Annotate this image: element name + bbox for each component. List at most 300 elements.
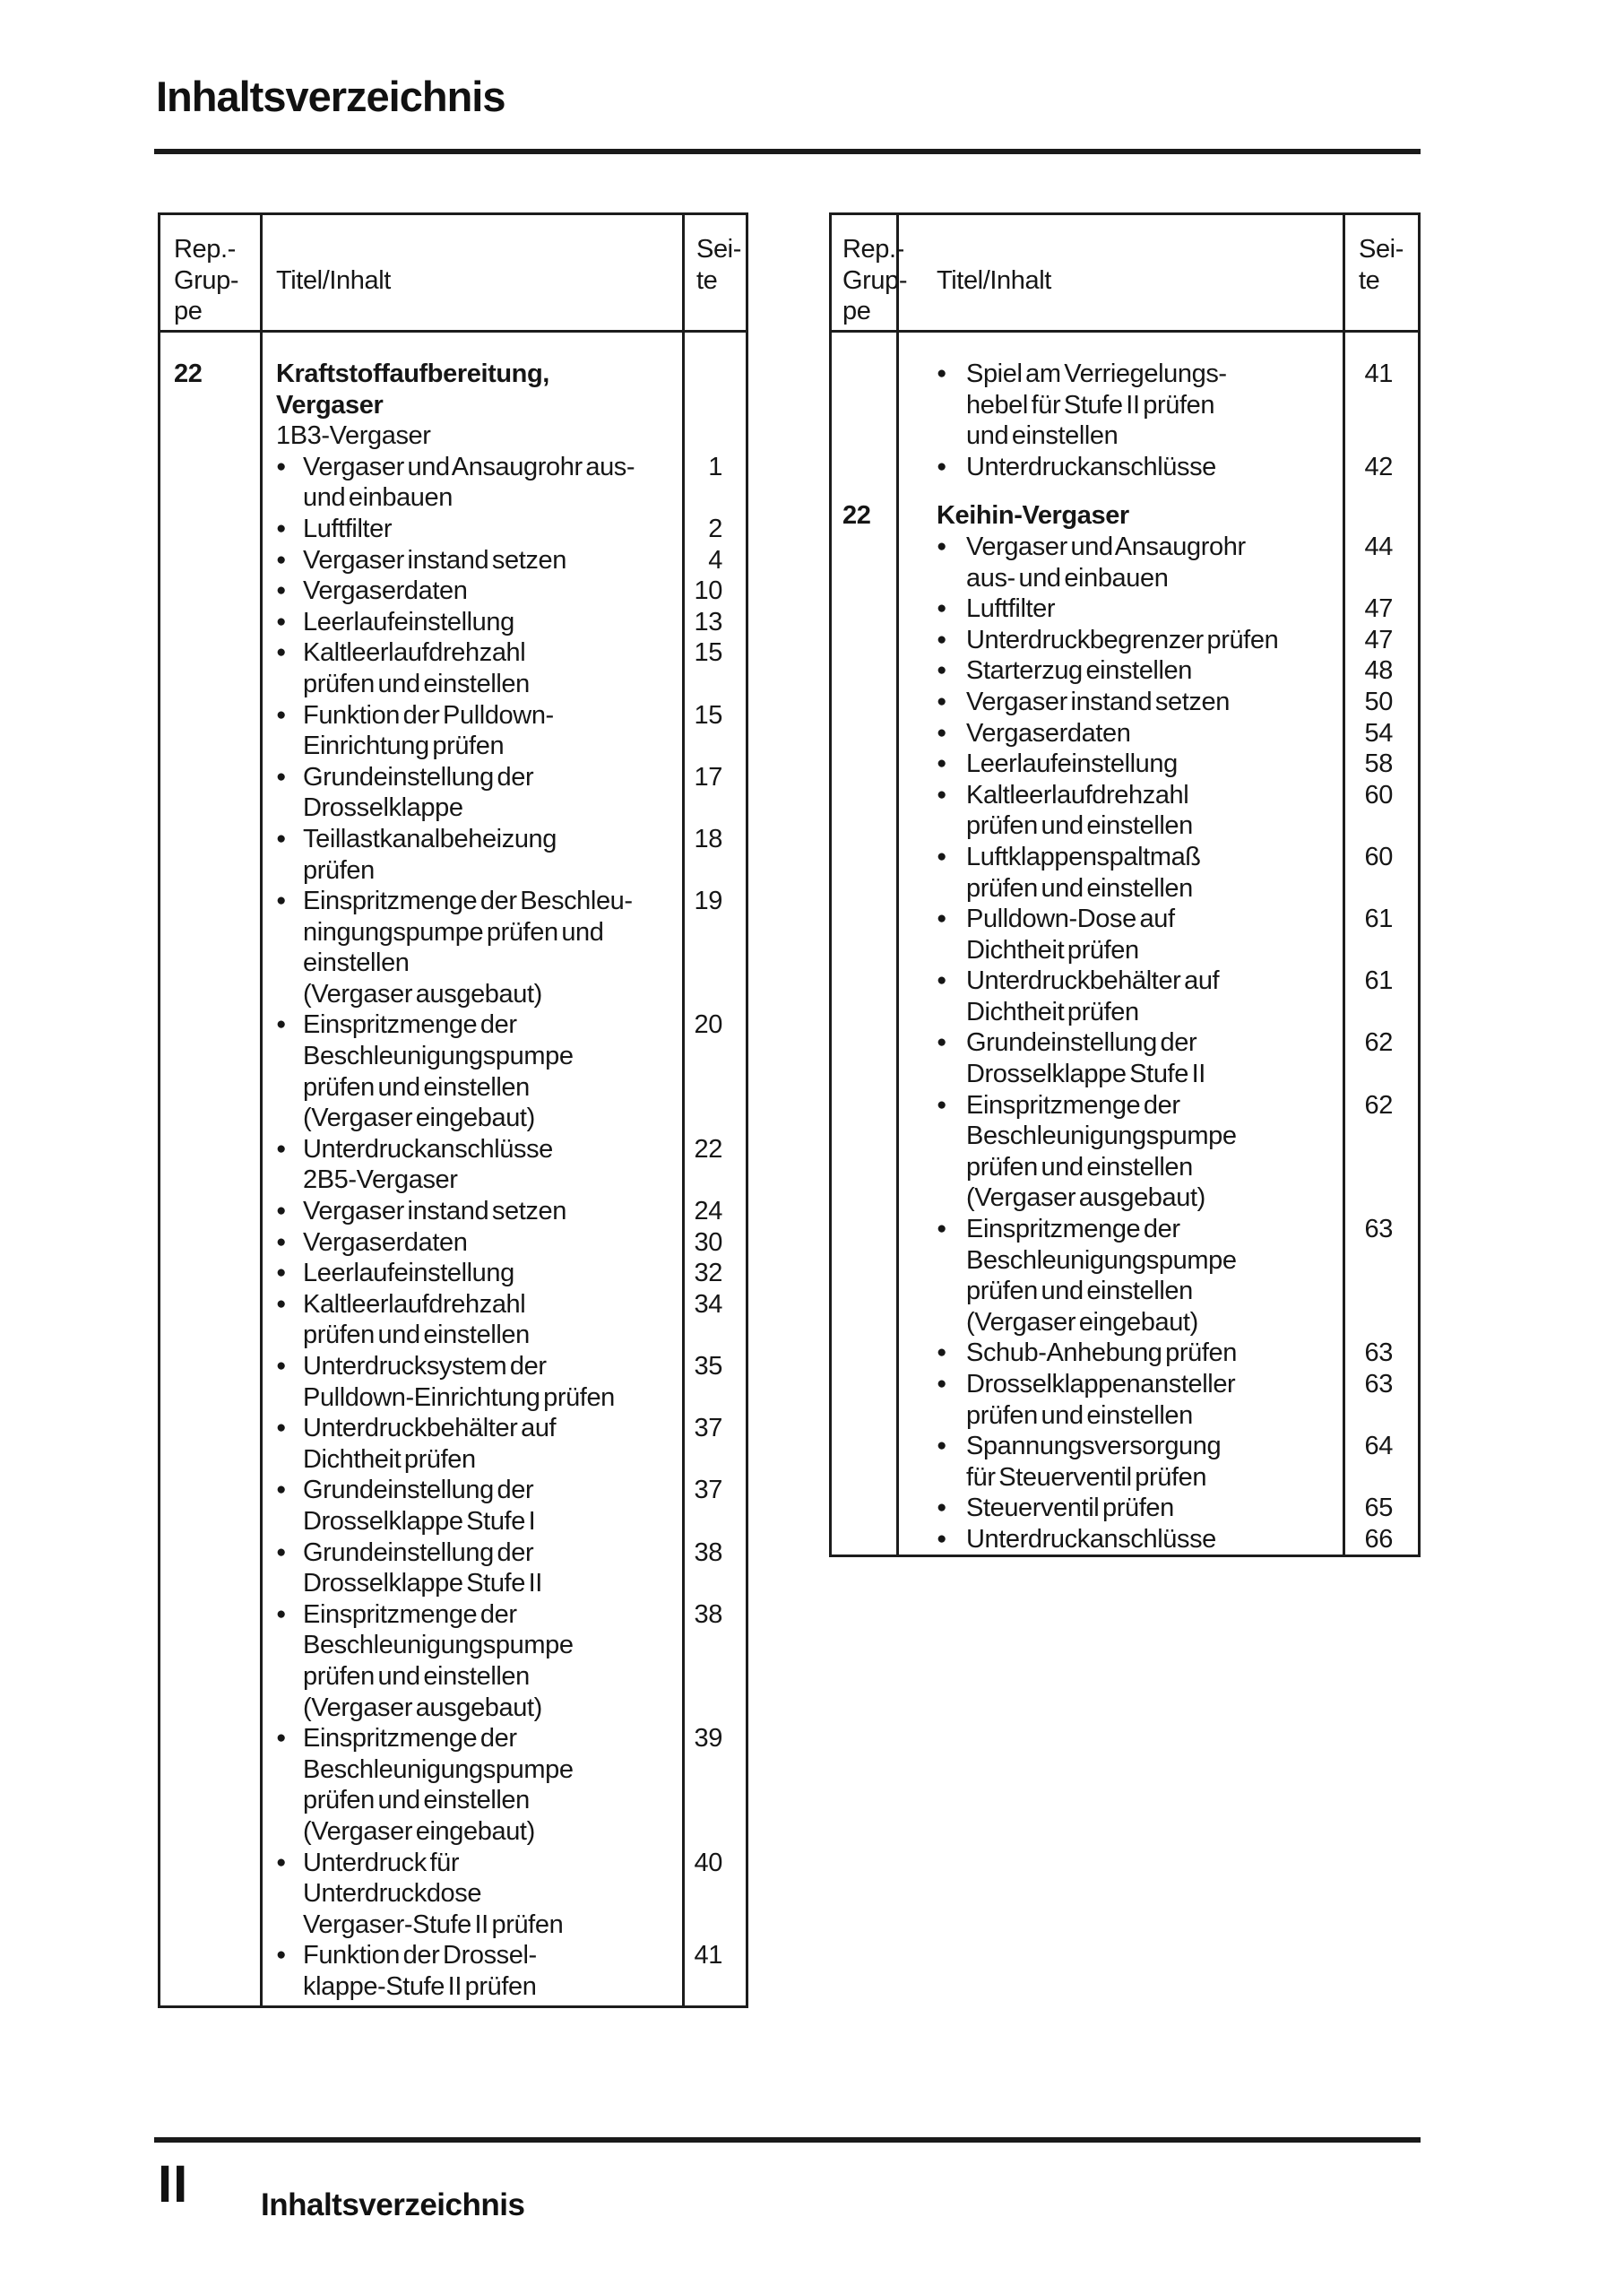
toc-row xyxy=(832,593,1418,625)
header-titel-inhalt: Titel/Inhalt xyxy=(937,265,1051,295)
toc-item-lines xyxy=(966,452,1343,483)
toc-line: Dichtheit prüfen xyxy=(966,997,1139,1026)
toc-item xyxy=(899,532,1343,593)
toc-item-lines xyxy=(966,1214,1343,1338)
table-content xyxy=(160,359,746,2002)
toc-row xyxy=(832,625,1418,656)
bullet-icon: ● xyxy=(937,661,947,680)
toc-line: Unterdruckanschlüsse xyxy=(966,1524,1216,1554)
bullet-icon: ● xyxy=(276,611,287,631)
toc-line: 1B3-Vergaser xyxy=(276,421,431,451)
toc-item-lines xyxy=(276,359,682,420)
toc-item xyxy=(899,359,1343,452)
toc-line: für Steuerventil prüfen xyxy=(966,1462,1207,1492)
toc-line: klappe-Stufe II prüfen xyxy=(303,1971,537,2001)
toc-item xyxy=(263,1134,682,1165)
page-number-cell: 63 xyxy=(1364,1215,1393,1244)
page-number-cell: 39 xyxy=(694,1724,722,1754)
toc-row xyxy=(832,687,1418,718)
page-number-cell: 18 xyxy=(694,824,722,853)
table-header xyxy=(832,215,1418,327)
toc-item xyxy=(263,1537,682,1599)
toc-line: Vergaser und Ansaugrohr xyxy=(966,532,1246,561)
bullet-icon: ● xyxy=(276,643,287,663)
page-number-cell: 41 xyxy=(1364,359,1393,388)
toc-row xyxy=(832,359,1418,452)
bullet-icon: ● xyxy=(276,518,287,538)
page-title: Inhaltsverzeichnis xyxy=(156,73,505,120)
toc-line: Funktion der Drossel- xyxy=(303,1941,537,1970)
toc-row xyxy=(160,1134,746,1165)
toc-item xyxy=(263,1227,682,1259)
toc-row xyxy=(832,842,1418,904)
toc-row xyxy=(160,1475,746,1537)
page-number-cell: 20 xyxy=(694,1010,722,1040)
toc-line: prüfen und einstellen xyxy=(966,811,1193,841)
toc-row xyxy=(160,359,746,420)
toc-line: Unterdruckdose xyxy=(303,1879,482,1909)
toc-line: Beschleunigungspumpe xyxy=(303,1042,574,1071)
toc-line: 2B5-Vergaser xyxy=(303,1165,458,1195)
toc-line: Kaltleerlaufdrehzahl xyxy=(303,1289,526,1319)
toc-item-lines xyxy=(966,1090,1343,1214)
page-number-cell: 1 xyxy=(708,452,722,481)
toc-row xyxy=(832,500,1418,532)
bullet-icon: ● xyxy=(937,846,947,866)
toc-row xyxy=(160,452,746,514)
bullet-icon: ● xyxy=(276,891,287,911)
bullet-icon: ● xyxy=(276,1418,287,1438)
header-titel-inhalt: Titel/Inhalt xyxy=(276,265,391,295)
toc-item xyxy=(263,1196,682,1227)
toc-item xyxy=(899,1027,1343,1089)
toc-row xyxy=(160,824,746,886)
page-number-cell: 15 xyxy=(694,700,722,730)
toc-item xyxy=(263,1258,682,1289)
toc-row xyxy=(832,1027,1418,1089)
toc-row xyxy=(160,1351,746,1413)
toc-item-lines xyxy=(303,545,682,576)
toc-row xyxy=(160,1940,746,2002)
table-header xyxy=(160,215,746,327)
toc-item-lines xyxy=(303,762,682,824)
toc-item-lines xyxy=(966,1524,1343,1555)
toc-row xyxy=(160,420,746,452)
toc-item-lines xyxy=(303,1351,682,1413)
bullet-icon: ● xyxy=(937,1498,947,1518)
page-number-cell: 42 xyxy=(1364,452,1393,481)
toc-item xyxy=(899,842,1343,904)
toc-line: Leerlaufeinstellung xyxy=(966,749,1178,779)
toc-line: Vergaser instand setzen xyxy=(303,1197,566,1226)
section-heading xyxy=(263,1165,682,1196)
toc-item xyxy=(899,966,1343,1027)
toc-item xyxy=(263,1289,682,1351)
toc-row xyxy=(832,1431,1418,1493)
toc-item xyxy=(899,1090,1343,1214)
toc-line: (Vergaser eingebaut) xyxy=(966,1307,1198,1337)
toc-line: Einspritzmenge der xyxy=(303,1599,517,1629)
toc-line: Unterdruckbegrenzer prüfen xyxy=(966,625,1279,654)
bullet-icon: ● xyxy=(276,766,287,786)
toc-line: Beschleunigungspumpe xyxy=(966,1122,1237,1151)
toc-line: Spannungsversorgung xyxy=(966,1432,1222,1461)
toc-row xyxy=(832,1338,1418,1369)
toc-line: Beschleunigungspumpe xyxy=(966,1245,1237,1275)
bullet-icon: ● xyxy=(937,1095,947,1114)
toc-item xyxy=(263,514,682,545)
toc-item-lines xyxy=(303,1599,682,1723)
bullet-icon: ● xyxy=(276,1604,287,1624)
toc-item-lines xyxy=(966,904,1343,966)
toc-row xyxy=(832,1090,1418,1214)
page-number-cell: 24 xyxy=(694,1197,722,1226)
header-seite xyxy=(1343,234,1418,296)
toc-row xyxy=(160,1537,746,1599)
toc-item-lines xyxy=(303,1413,682,1475)
toc-line: hebel für Stufe II prüfen xyxy=(966,390,1215,420)
page-number-cell: 48 xyxy=(1364,656,1393,686)
toc-item xyxy=(899,1338,1343,1369)
page-number-cell: 17 xyxy=(694,762,722,792)
header-line: pe xyxy=(174,297,203,326)
toc-line: Vergaser und Ansaugrohr aus- xyxy=(303,452,635,481)
bullet-icon: ● xyxy=(276,1015,287,1035)
bullet-icon: ● xyxy=(276,1201,287,1221)
toc-item xyxy=(263,1599,682,1723)
toc-line: Dichtheit prüfen xyxy=(303,1444,476,1474)
toc-line: Drosselklappe Stufe II xyxy=(303,1569,542,1598)
toc-row xyxy=(160,607,746,638)
header-line: Sei- xyxy=(1359,235,1404,264)
toc-item xyxy=(899,655,1343,687)
toc-item-lines xyxy=(303,514,682,545)
toc-line: Dichtheit prüfen xyxy=(966,935,1139,965)
page-number-cell: 63 xyxy=(1364,1370,1393,1399)
page-number-cell: 41 xyxy=(694,1941,722,1970)
toc-item xyxy=(263,1413,682,1475)
toc-line: ningungspumpe prüfen und xyxy=(303,917,604,947)
toc-line: Spiel am Verriegelungs- xyxy=(966,359,1227,388)
toc-row xyxy=(160,576,746,607)
toc-line: Grundeinstellung der xyxy=(303,1476,534,1505)
toc-row xyxy=(160,700,746,762)
toc-item xyxy=(899,780,1343,842)
toc-line: (Vergaser ausgebaut) xyxy=(966,1183,1205,1213)
page-number-cell: 61 xyxy=(1364,966,1393,996)
toc-row xyxy=(160,637,746,699)
toc-item xyxy=(899,718,1343,749)
toc-line: Kaltleerlaufdrehzahl xyxy=(303,638,526,668)
bullet-icon: ● xyxy=(276,1294,287,1313)
bullet-icon: ● xyxy=(276,550,287,569)
toc-row xyxy=(160,1413,746,1475)
toc-line: Einrichtung prüfen xyxy=(303,732,505,761)
toc-line: (Vergaser ausgebaut) xyxy=(303,979,542,1009)
page-number-cell: 38 xyxy=(694,1537,722,1567)
page-number-cell: 22 xyxy=(694,1134,722,1164)
toc-line: prüfen und einstellen xyxy=(966,873,1193,903)
bullet-icon: ● xyxy=(937,364,947,383)
toc-line: Beschleunigungspumpe xyxy=(303,1754,574,1784)
page-number-cell: 19 xyxy=(694,887,722,916)
toc-item-lines xyxy=(276,420,682,452)
page-number-cell: 30 xyxy=(694,1227,722,1257)
toc-item xyxy=(899,904,1343,966)
toc-item xyxy=(263,700,682,762)
toc-line: prüfen und einstellen xyxy=(303,669,530,698)
bullet-icon: ● xyxy=(937,754,947,774)
page-number-cell: 13 xyxy=(694,607,722,637)
toc-item-lines xyxy=(303,1475,682,1537)
toc-item-lines xyxy=(303,1723,682,1847)
toc-line: Grundeinstellung der xyxy=(303,1537,534,1567)
page-number-cell: 37 xyxy=(694,1414,722,1443)
bullet-icon: ● xyxy=(937,1343,947,1363)
bullet-icon: ● xyxy=(276,1480,287,1500)
toc-item-lines xyxy=(966,966,1343,1027)
toc-item xyxy=(263,1009,682,1133)
toc-line: Drosselklappe xyxy=(303,793,463,823)
page-number-cell: 60 xyxy=(1364,842,1393,871)
toc-row xyxy=(832,1524,1418,1555)
toc-row xyxy=(160,514,746,545)
toc-line: (Vergaser eingebaut) xyxy=(303,1816,535,1846)
toc-item-lines xyxy=(303,1940,682,2002)
toc-item-lines xyxy=(303,1134,682,1165)
bullet-icon: ● xyxy=(937,909,947,929)
bullet-icon: ● xyxy=(276,1945,287,1965)
footer-page-number: II xyxy=(158,2155,189,2213)
toc-item xyxy=(263,762,682,824)
toc-line: prüfen und einstellen xyxy=(303,1786,530,1815)
header-line: te xyxy=(696,265,718,295)
bullet-icon: ● xyxy=(276,456,287,476)
toc-item xyxy=(263,1475,682,1537)
toc-item-lines xyxy=(303,1289,682,1351)
toc-item-lines xyxy=(966,625,1343,656)
toc-line: Steuerventil prüfen xyxy=(966,1494,1174,1523)
bullet-icon: ● xyxy=(937,1436,947,1456)
toc-row xyxy=(160,1009,746,1133)
toc-line: Einspritzmenge der xyxy=(966,1215,1180,1244)
toc-row xyxy=(832,1369,1418,1431)
bullet-icon: ● xyxy=(937,784,947,804)
toc-row xyxy=(160,1227,746,1259)
toc-item xyxy=(899,1493,1343,1524)
toc-item xyxy=(899,593,1343,625)
toc-row xyxy=(832,966,1418,1027)
toc-line: Unterdruckanschlüsse xyxy=(966,452,1216,481)
table-content xyxy=(832,359,1418,1555)
toc-line: prüfen und einstellen xyxy=(303,1321,530,1350)
header-separator xyxy=(160,330,746,333)
page-number-cell: 32 xyxy=(694,1259,722,1288)
toc-line: Luftklappenspaltmaß xyxy=(966,842,1201,871)
toc-table-right xyxy=(829,212,1421,1557)
bullet-icon: ● xyxy=(276,1728,287,1748)
toc-line: Kaltleerlaufdrehzahl xyxy=(966,780,1189,810)
toc-item xyxy=(899,1524,1343,1555)
bullet-icon: ● xyxy=(937,1033,947,1052)
toc-item-lines xyxy=(937,500,1343,532)
toc-item xyxy=(263,1940,682,2002)
toc-item xyxy=(899,452,1343,483)
bullet-icon: ● xyxy=(937,1374,947,1393)
toc-line: und einbauen xyxy=(303,483,453,513)
header-rep-gruppe xyxy=(832,234,908,327)
page-number-cell: 63 xyxy=(1364,1338,1393,1368)
header-line: Grup- xyxy=(842,265,908,295)
bullet-icon: ● xyxy=(276,1542,287,1562)
toc-item xyxy=(263,1723,682,1847)
toc-row xyxy=(160,1599,746,1723)
toc-line: Luftfilter xyxy=(303,514,393,543)
toc-item xyxy=(899,1369,1343,1431)
rep-gruppe-cell: 22 xyxy=(842,501,871,531)
page-number-cell: 15 xyxy=(694,638,722,668)
toc-item-lines xyxy=(966,1369,1343,1431)
bullet-icon: ● xyxy=(276,1232,287,1251)
toc-row xyxy=(160,1289,746,1351)
toc-item-lines xyxy=(966,655,1343,687)
toc-item xyxy=(263,452,682,514)
toc-item-lines xyxy=(966,532,1343,593)
toc-line: Vergaserdaten xyxy=(966,718,1131,748)
page-number-cell: 62 xyxy=(1364,1090,1393,1120)
toc-line: Einspritzmenge der Beschleu- xyxy=(303,887,633,916)
bullet-icon: ● xyxy=(937,536,947,556)
bullet-icon: ● xyxy=(276,705,287,724)
toc-item xyxy=(899,687,1343,718)
toc-line: Luftfilter xyxy=(966,594,1056,624)
toc-item-lines xyxy=(966,718,1343,749)
toc-item-lines xyxy=(303,637,682,699)
header-line: Rep.- xyxy=(174,235,236,264)
toc-item xyxy=(263,637,682,699)
toc-item xyxy=(263,545,682,576)
toc-item-lines xyxy=(303,607,682,638)
toc-line: prüfen und einstellen xyxy=(966,1277,1193,1306)
bullet-icon: ● xyxy=(276,828,287,848)
toc-item xyxy=(263,886,682,1009)
toc-line: Leerlaufeinstellung xyxy=(303,1259,514,1288)
toc-row xyxy=(832,780,1418,842)
toc-line: Grundeinstellung der xyxy=(966,1028,1197,1058)
header-line: Grup- xyxy=(174,265,239,295)
bullet-icon: ● xyxy=(937,599,947,619)
toc-line: prüfen xyxy=(303,855,375,885)
toc-item xyxy=(899,1214,1343,1338)
toc-row xyxy=(160,762,746,824)
toc-row xyxy=(160,545,746,576)
toc-item-lines xyxy=(966,359,1343,452)
toc-line: Kraftstoffaufbereitung, xyxy=(276,359,549,388)
footer-rule xyxy=(154,2137,1421,2143)
bullet-icon: ● xyxy=(937,971,947,991)
toc-row xyxy=(832,1493,1418,1524)
page-number-cell: 40 xyxy=(694,1848,722,1877)
toc-line: Unterdruckbehälter auf xyxy=(303,1414,557,1443)
toc-row xyxy=(832,452,1418,483)
page-number-cell: 64 xyxy=(1364,1432,1393,1461)
toc-item xyxy=(263,824,682,886)
header-seite xyxy=(682,234,746,296)
bullet-icon: ● xyxy=(276,1852,287,1872)
toc-item xyxy=(263,607,682,638)
toc-row xyxy=(160,1848,746,1941)
page-number-cell: 37 xyxy=(694,1476,722,1505)
toc-item-lines xyxy=(966,1338,1343,1369)
header-line: pe xyxy=(842,297,871,326)
toc-item xyxy=(899,1431,1343,1493)
toc-line: Vergaserdaten xyxy=(303,576,468,606)
toc-line: (Vergaser ausgebaut) xyxy=(303,1693,542,1722)
toc-line: Schub-Anhebung prüfen xyxy=(966,1338,1238,1368)
section-heading xyxy=(263,359,682,420)
toc-line: Funktion der Pulldown- xyxy=(303,700,554,730)
header-line: te xyxy=(1359,265,1380,295)
toc-row xyxy=(832,655,1418,687)
toc-item-lines xyxy=(303,1848,682,1941)
toc-item xyxy=(263,1351,682,1413)
toc-line: Beschleunigungspumpe xyxy=(303,1631,574,1660)
toc-item-lines xyxy=(966,1431,1343,1493)
header-rep-gruppe xyxy=(160,234,263,327)
page-number-cell: 65 xyxy=(1364,1494,1393,1523)
toc-item-lines xyxy=(966,1027,1343,1089)
toc-row xyxy=(832,1214,1418,1338)
toc-line: Pulldown-Einrichtung prüfen xyxy=(303,1382,615,1412)
toc-row xyxy=(832,718,1418,749)
toc-line: Vergaser instand setzen xyxy=(303,545,566,575)
toc-line: Vergaserdaten xyxy=(303,1227,468,1257)
toc-row xyxy=(160,886,746,1009)
toc-line: Vergaser xyxy=(276,390,384,420)
toc-item-lines xyxy=(303,824,682,886)
toc-line: Teillastkanalbeheizung xyxy=(303,824,557,853)
bullet-icon: ● xyxy=(937,456,947,476)
bullet-icon: ● xyxy=(276,1263,287,1283)
toc-table-left xyxy=(158,212,748,2008)
bullet-icon: ● xyxy=(276,581,287,601)
top-rule xyxy=(154,149,1421,154)
toc-item xyxy=(263,1848,682,1941)
toc-line: Einspritzmenge der xyxy=(966,1090,1180,1120)
toc-line: Unterdruck für xyxy=(303,1848,460,1877)
toc-row xyxy=(832,749,1418,780)
toc-item-lines xyxy=(966,593,1343,625)
page-number-cell: 54 xyxy=(1364,718,1393,748)
toc-line: Grundeinstellung der xyxy=(303,762,534,792)
bullet-icon: ● xyxy=(276,1139,287,1158)
page-number-cell: 44 xyxy=(1364,532,1393,561)
toc-line: prüfen und einstellen xyxy=(966,1400,1193,1430)
page-number-cell: 60 xyxy=(1364,780,1393,810)
toc-line: einstellen xyxy=(303,948,410,978)
page-number-cell: 10 xyxy=(694,576,722,606)
toc-item-lines xyxy=(303,1165,682,1196)
page-number-cell: 4 xyxy=(708,545,722,575)
toc-row xyxy=(160,1196,746,1227)
toc-item-lines xyxy=(966,687,1343,718)
page-number-cell: 62 xyxy=(1364,1028,1393,1058)
toc-item xyxy=(899,749,1343,780)
header-line: Rep.- xyxy=(842,235,904,264)
toc-line: prüfen und einstellen xyxy=(303,1072,530,1102)
toc-row xyxy=(160,1165,746,1196)
page-number-cell: 2 xyxy=(708,514,722,543)
